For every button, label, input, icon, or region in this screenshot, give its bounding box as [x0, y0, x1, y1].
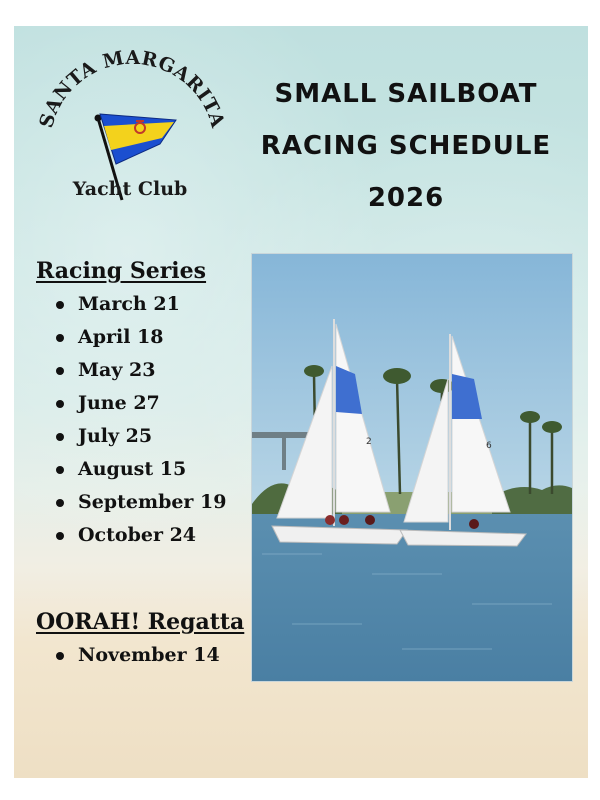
- title-line-2: RACING SCHEDULE: [260, 131, 552, 161]
- regatta-list: [54, 639, 220, 672]
- list-item: May 23: [54, 354, 227, 387]
- sail-number-2: 6: [486, 441, 492, 451]
- list-item: March 21: [54, 288, 227, 321]
- list-item: July 25: [54, 420, 227, 453]
- bullet-icon: [56, 334, 64, 342]
- yacht-club-logo: [28, 46, 228, 236]
- bullet-icon: [56, 532, 64, 540]
- page-title: [236, 68, 576, 224]
- logo-subtitle: Yacht Club: [72, 178, 188, 200]
- bullet-icon: [56, 301, 64, 309]
- regatta-heading: OORAH! Regatta: [36, 609, 245, 635]
- sailboat-photo: [251, 253, 573, 682]
- bullet-icon: [56, 466, 64, 474]
- title-line-1: SMALL SAILBOAT: [274, 79, 538, 109]
- list-item: April 18: [54, 321, 227, 354]
- bullet-icon: [56, 400, 64, 408]
- list-item: August 15: [54, 453, 227, 486]
- list-item: November 14: [54, 639, 220, 672]
- racing-series-heading: Racing Series: [36, 258, 207, 284]
- sail-number-1: 2: [366, 437, 372, 447]
- bullet-icon: [56, 652, 64, 660]
- burgee-icon: [28, 46, 228, 236]
- logo-arc-text: SANTA MARGARITA: [35, 46, 228, 131]
- racing-series-list: [54, 288, 227, 552]
- title-year: 2026: [367, 183, 445, 213]
- list-item: June 27: [54, 387, 227, 420]
- schedule-poster: [14, 26, 588, 778]
- list-item: September 19: [54, 486, 227, 519]
- bullet-icon: [56, 433, 64, 441]
- list-item: October 24: [54, 519, 227, 552]
- bullet-icon: [56, 367, 64, 375]
- bullet-icon: [56, 499, 64, 507]
